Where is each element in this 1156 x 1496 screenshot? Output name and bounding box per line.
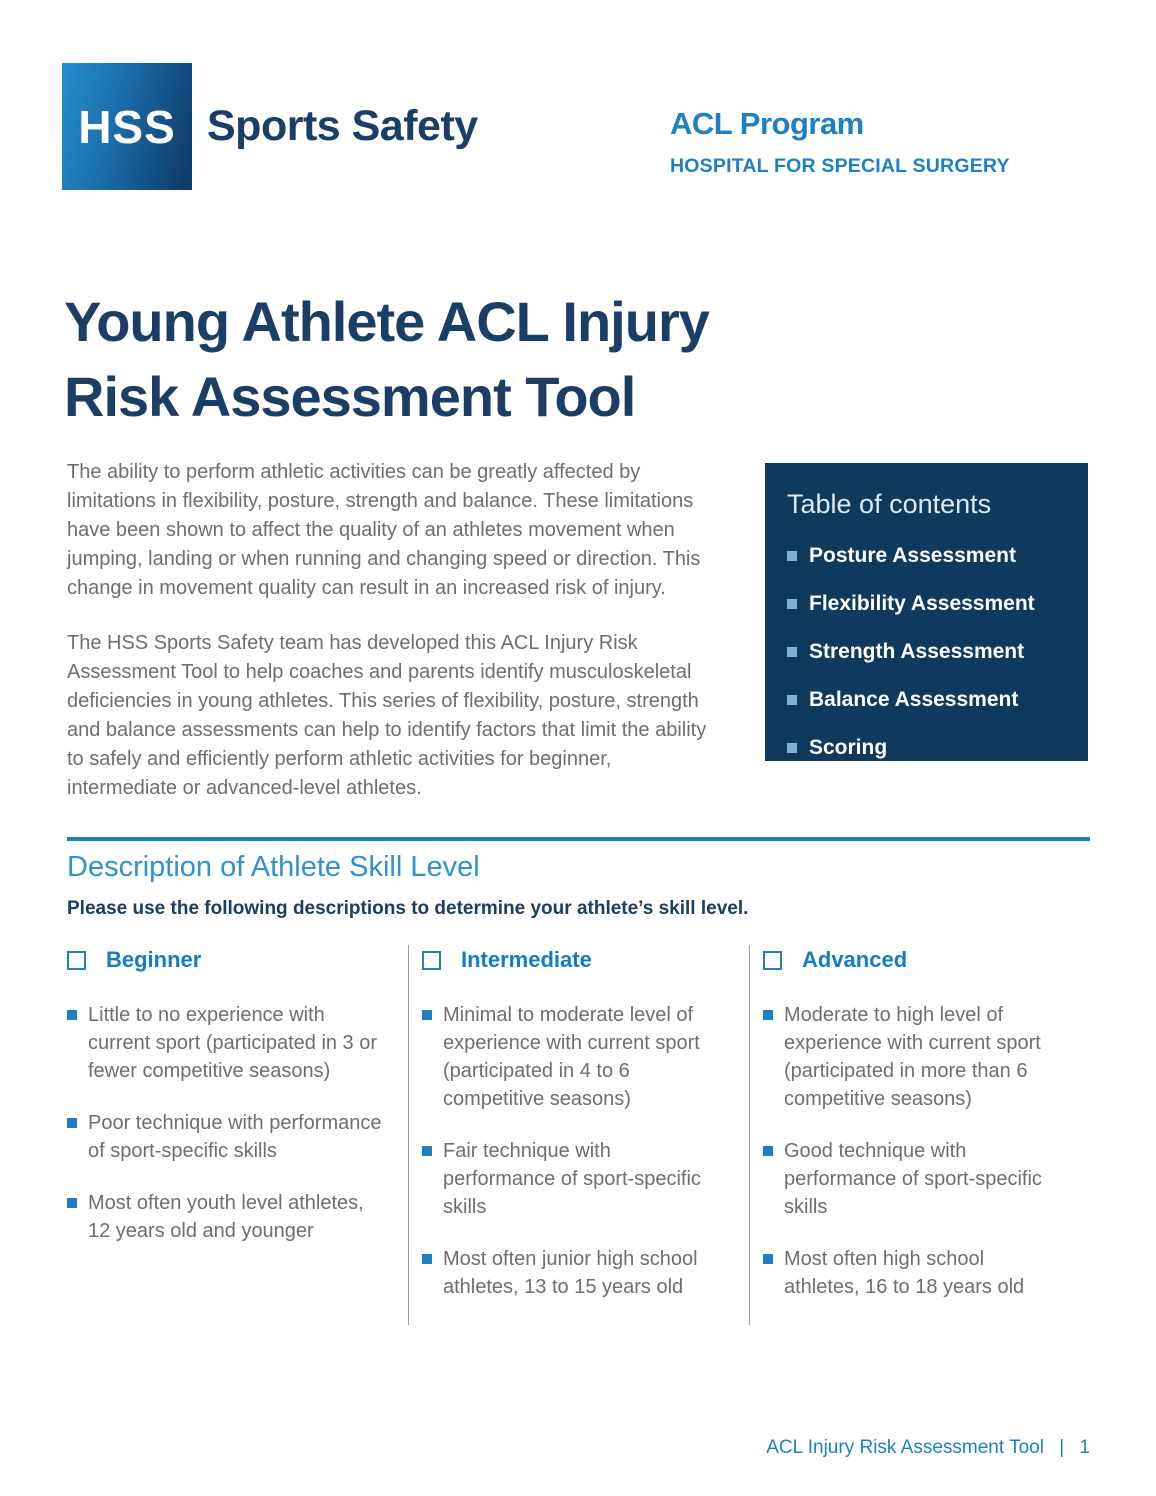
- intro-text: [67, 458, 722, 829]
- bullet-square-icon: [67, 1118, 77, 1128]
- toc-title: Table of contents: [787, 489, 992, 519]
- footer-separator: |: [1059, 1437, 1065, 1458]
- list-item-text: Most often junior high school athletes, 13 to 15 years old: [443, 1248, 698, 1298]
- bullet-square-icon: [422, 1146, 432, 1156]
- bullet-square-icon: [787, 743, 797, 753]
- level-header-beginner: [67, 947, 382, 973]
- list-item-text: Good technique with performance of sport-specific skills: [784, 1140, 1042, 1218]
- table-of-contents: [765, 463, 1088, 761]
- beginner-checkbox[interactable]: [67, 951, 86, 970]
- list-item: [422, 1245, 723, 1301]
- toc-item-scoring: [787, 736, 1066, 760]
- footer-title: ACL Injury Risk Assessment Tool: [766, 1437, 1044, 1458]
- toc-item-label: Flexibility Assessment: [809, 592, 1035, 615]
- list-item-text: Fair technique with performance of sport-specific skills: [443, 1140, 701, 1218]
- list-item-text: Poor technique with performance of sport-specific skills: [88, 1112, 382, 1162]
- page-title: [64, 284, 709, 434]
- bullet-square-icon: [422, 1254, 432, 1264]
- list-item: [67, 1001, 382, 1085]
- brand-title: Sports Safety: [207, 102, 478, 150]
- toc-item-balance: [787, 688, 1066, 712]
- page-footer: [766, 1437, 1090, 1459]
- list-item: [763, 1137, 1064, 1221]
- page-title-line-2: Risk Assessment Tool: [64, 365, 636, 428]
- level-label: Intermediate: [461, 947, 592, 972]
- bullet-square-icon: [763, 1010, 773, 1020]
- intermediate-checkbox[interactable]: [422, 951, 441, 970]
- level-header-intermediate: [422, 947, 723, 973]
- list-item-text: Minimal to moderate level of experience with current sport (participated in 4 to 6 competitive seasons): [443, 1004, 700, 1110]
- hss-logo-text: HSS: [78, 100, 176, 153]
- toc-item-label: Balance Assessment: [809, 688, 1019, 711]
- toc-item-label: Scoring: [809, 736, 888, 759]
- bullet-square-icon: [763, 1254, 773, 1264]
- bullet-square-icon: [763, 1146, 773, 1156]
- list-item: [763, 1245, 1064, 1301]
- toc-item-flexibility: [787, 592, 1066, 616]
- level-label: Beginner: [106, 947, 202, 972]
- list-item: [67, 1189, 382, 1245]
- level-header-advanced: [763, 947, 1064, 973]
- skill-column-advanced: [749, 945, 1090, 1325]
- page-number: 1: [1079, 1437, 1090, 1458]
- list-item: [67, 1109, 382, 1165]
- section-divider: [67, 837, 1090, 841]
- bullet-square-icon: [67, 1010, 77, 1020]
- level-label: Advanced: [802, 947, 908, 972]
- bullet-square-icon: [67, 1198, 77, 1208]
- bullet-square-icon: [787, 695, 797, 705]
- toc-item-strength: [787, 640, 1066, 664]
- bullet-square-icon: [787, 551, 797, 561]
- section-subheading: Please use the following descriptions to determine your athlete’s skill level.: [67, 898, 749, 919]
- page-title-line-1: Young Athlete ACL Injury: [64, 290, 709, 353]
- skill-column-beginner: [67, 945, 408, 1325]
- toc-item-posture: [787, 544, 1066, 568]
- list-item: [422, 1137, 723, 1221]
- section-heading: Description of Athlete Skill Level: [67, 851, 480, 883]
- bullet-square-icon: [422, 1010, 432, 1020]
- skill-column-intermediate: [408, 945, 749, 1325]
- advanced-checkbox[interactable]: [763, 951, 782, 970]
- bullet-square-icon: [787, 599, 797, 609]
- program-title: ACL Program: [670, 106, 864, 141]
- list-item: [422, 1001, 723, 1113]
- list-item-text: Most often high school athletes, 16 to 18 years old: [784, 1248, 1025, 1298]
- list-item: [763, 1001, 1064, 1113]
- toc-item-label: Strength Assessment: [809, 640, 1025, 663]
- list-item-text: Little to no experience with current sport (participated in 3 or fewer competitive seasons): [88, 1004, 378, 1082]
- intro-paragraph-1: The ability to perform athletic activities can be greatly affected by limitations in flexibility, posture, strength and balance. These limitations have been shown to affect the quality of an athletes movement when jumping, landing or when running and changing speed or direction. This change in movement quality can result in an increased risk of injury.: [67, 461, 701, 599]
- program-block: [670, 106, 1010, 178]
- list-item-text: Most often youth level athletes, 12 years old and younger: [88, 1192, 364, 1242]
- list-item-text: Moderate to high level of experience with current sport (participated in more than 6 competitive seasons): [784, 1004, 1041, 1110]
- skill-level-columns: [67, 945, 1090, 1325]
- hospital-name: HOSPITAL FOR SPECIAL SURGERY: [670, 155, 1010, 177]
- hss-logo: [62, 63, 192, 190]
- toc-item-label: Posture Assessment: [809, 544, 1016, 567]
- intro-paragraph-2: The HSS Sports Safety team has developed this ACL Injury Risk Assessment Tool to help coaches and parents identify musculoskeletal deficiencies in young athletes. This series of flexibility, posture, strength and balance assessments can help to identify factors that limit the ability to safely and efficiently perform athletic activities for beginner, intermediate or advanced-level athletes.: [67, 632, 707, 799]
- bullet-square-icon: [787, 647, 797, 657]
